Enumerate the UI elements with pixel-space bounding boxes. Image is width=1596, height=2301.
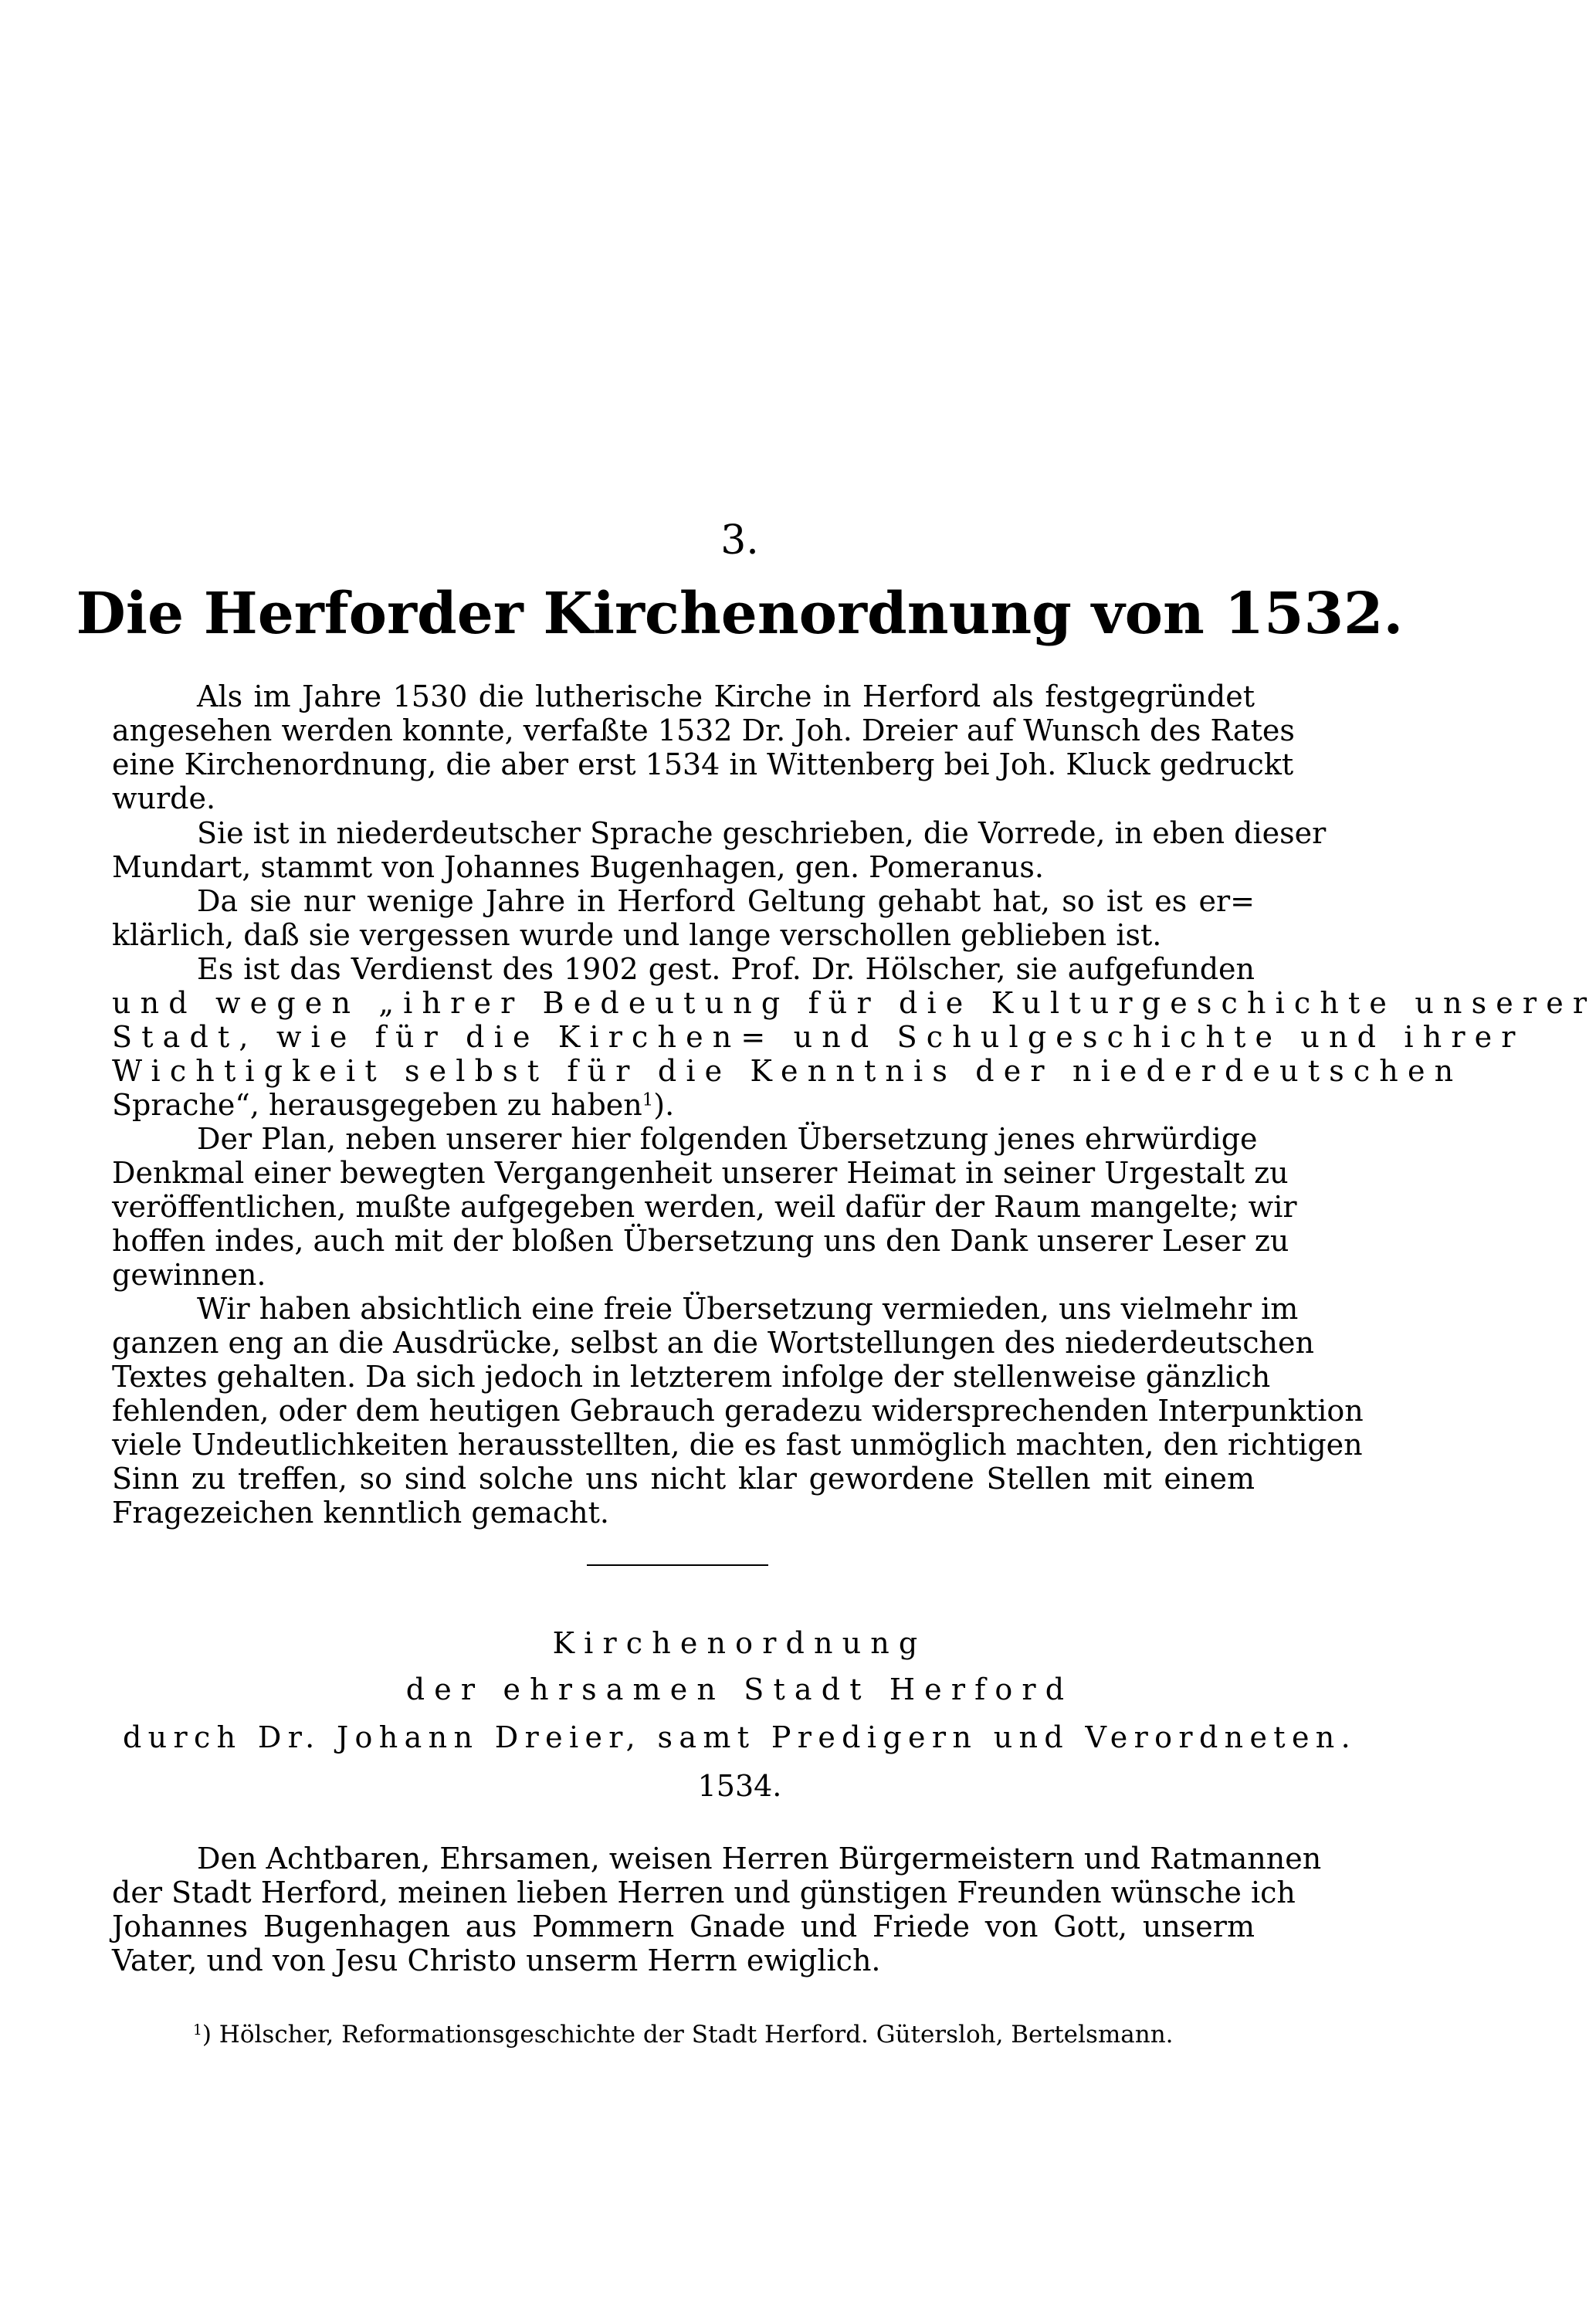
intro-paragraph-6 [112, 1292, 1364, 1530]
intro-paragraph-2 [112, 816, 1327, 884]
text-line: Da sie nur wenige Jahre in Herford Geltung gehabt hat, so ist es er= [197, 884, 1255, 918]
text-line: hoffen indes, auch mit der bloßen Übersetzung uns den Dank unserer Leser zu [112, 1224, 1289, 1258]
footnote-ref: 1 [642, 1090, 654, 1110]
intro-paragraph-4 [112, 952, 1596, 1122]
text-line: Textes gehalten. Da sich jedoch in letzterem infolge der stellenweise gänzlich [112, 1360, 1271, 1394]
text-line: Vater, und von Jesu Christo unserm Herrn ewiglich. [112, 1943, 881, 1977]
footnote-text: ) Hölscher, Reformationsgeschichte der Stadt Herford. Gütersloh, Bertelsmann. [202, 2021, 1174, 2049]
ordinance-title: Kirchenordnung [552, 1626, 927, 1660]
text-line [112, 1088, 1255, 1122]
footnote [193, 2019, 1174, 2050]
text-line: Es ist das Verdienst des 1902 gest. Prof. Dr. Hölscher, sie aufgefunden [197, 952, 1255, 986]
text-line: Stadt, wie für die Kirchen= und Schulgeschichte und ihrer [112, 1020, 1525, 1054]
text-line: fehlenden, oder dem heutigen Gebrauch geradezu widersprechenden Interpunktion [112, 1394, 1364, 1428]
dedication-paragraph [112, 1842, 1322, 1977]
text-line: Wichtigkeit selbst für die Kenntnis der niederdeutschen [112, 1054, 1463, 1088]
text-line: Mundart, stammt von Johannes Bugenhagen, gen. Pomeranus. [112, 850, 1044, 884]
text-line: Sie ist in niederdeutscher Sprache geschrieben, die Vorrede, in eben dieser [197, 816, 1327, 850]
text-line: wurde. [112, 781, 216, 815]
text-line: Den Achtbaren, Ehrsamen, weisen Herren Bürgermeistern und Ratmannen [197, 1842, 1322, 1876]
text-line: ganzen eng an die Ausdrücke, selbst an die Wortstellungen des niederdeutschen [112, 1326, 1314, 1360]
text-line: viele Undeutlichkeiten herausstellten, die es fast unmöglich machten, den richtigen [112, 1428, 1363, 1462]
section-divider [587, 1564, 768, 1566]
text-line: angesehen werden konnte, verfaßte 1532 Dr. Joh. Dreier auf Wunsch des Rates [112, 713, 1295, 747]
text-fragment: Sprache“, herausgegeben zu haben [112, 1088, 642, 1122]
intro-paragraph-3 [112, 884, 1255, 952]
text-line: Johannes Bugenhagen aus Pommern Gnade und Friede von Gott, unserm [112, 1910, 1255, 1943]
text-line: klärlich, daß sie vergessen wurde und lange verschollen geblieben ist. [112, 918, 1162, 952]
text-line: und wegen „ihrer Bedeutung für die Kulturgeschichte unserer [112, 986, 1596, 1020]
ordinance-subtitle: der ehrsamen Stadt Herford [405, 1672, 1074, 1706]
text-fragment: ). [653, 1088, 675, 1122]
footnote-marker: 1 [193, 2021, 202, 2038]
ordinance-year: 1534. [697, 1769, 782, 1803]
text-line: Wir haben absichtlich eine freie Übersetzung vermieden, uns vielmehr im [197, 1292, 1299, 1326]
intro-paragraph-1 [112, 679, 1295, 815]
page-title: Die Herforder Kirchenordnung von 1532. [76, 581, 1404, 647]
text-line: veröffentlichen, mußte aufgegeben werden, weil dafür der Raum mangelte; wir [112, 1190, 1297, 1224]
text-line: Denkmal einer bewegten Vergangenheit unserer Heimat in seiner Urgestalt zu [112, 1156, 1289, 1190]
text-line: der Stadt Herford, meinen lieben Herren und günstigen Freunden wünsche ich [112, 1876, 1296, 1910]
ordinance-authors: durch Dr. Johann Dreier, samt Predigern und Verordneten. [122, 1720, 1357, 1754]
chapter-number: 3. [720, 517, 759, 564]
text-line: Als im Jahre 1530 die lutherische Kirche in Herford als festgegründet [197, 679, 1255, 713]
text-line: Der Plan, neben unserer hier folgenden Übersetzung jenes ehrwürdige [197, 1122, 1258, 1156]
text-line: gewinnen. [112, 1258, 266, 1292]
text-line: Sinn zu treffen, so sind solche uns nicht klar gewordene Stellen mit einem [112, 1462, 1255, 1496]
text-line: Fragezeichen kenntlich gemacht. [112, 1496, 609, 1530]
intro-paragraph-5 [112, 1122, 1297, 1292]
text-line: eine Kirchenordnung, die aber erst 1534 in Wittenberg bei Joh. Kluck gedruckt [112, 747, 1294, 781]
